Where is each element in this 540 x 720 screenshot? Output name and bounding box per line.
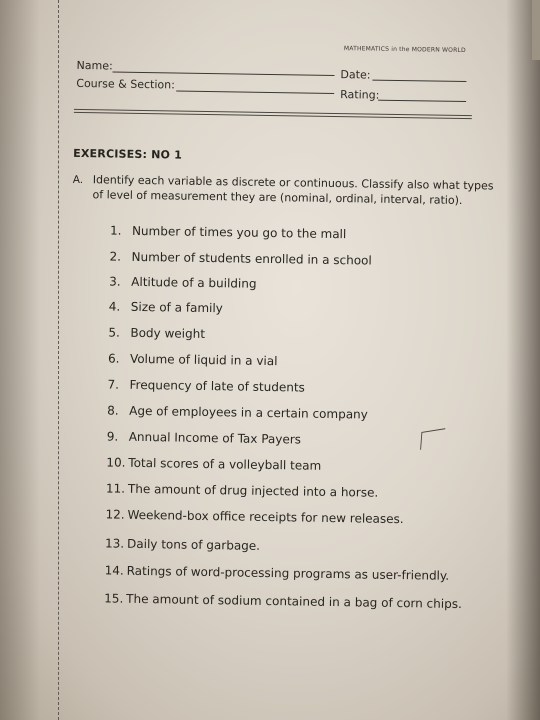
instruction-text — [92, 172, 493, 208]
item-number: 1. — [109, 223, 122, 238]
list-item — [109, 274, 257, 290]
item-number: 6. — [107, 351, 120, 366]
item-text: Altitude of a building — [131, 274, 257, 291]
item-text: Body weight — [130, 325, 206, 341]
item-text: Number of students enrolled in a school — [131, 249, 372, 268]
item-text: Annual Income of Tax Payers — [128, 429, 302, 447]
list-item — [105, 507, 403, 526]
list-item — [107, 377, 304, 394]
item-number: 9. — [106, 429, 119, 444]
list-item — [107, 429, 301, 446]
item-text: Number of times you go to the mall — [131, 223, 347, 242]
course-title: MATHEMATICS in the MODERN WORLD — [343, 45, 466, 55]
date-label: Date: — [340, 68, 371, 82]
item-text: Size of a family — [130, 299, 223, 316]
list-item — [110, 223, 346, 241]
exercise-title: EXERCISES: NO 1 — [73, 146, 183, 162]
list-item — [108, 351, 278, 368]
rating-line — [378, 100, 466, 102]
item-text: Total scores of a volleyball team — [128, 455, 322, 473]
list-item — [104, 591, 462, 611]
list-item — [107, 403, 368, 421]
item-text: Frequency of late of students — [129, 377, 305, 395]
item-number: 2. — [109, 249, 122, 264]
name-line — [112, 71, 334, 75]
right-shadow — [506, 0, 540, 720]
item-text: The amount of drug injected into a horse. — [127, 481, 379, 500]
list-item — [108, 325, 205, 341]
item-text: Age of employees in a certain company — [129, 403, 368, 422]
instruction-line-1: Identify each variable as discrete or continuous. Classify also what types — [92, 173, 494, 193]
item-number: 5. — [108, 325, 120, 340]
list-item — [109, 249, 371, 267]
item-number: 8. — [107, 403, 119, 418]
item-text: Weekend-box office receipts for new releases. — [127, 507, 404, 527]
item-number: 11. — [105, 481, 126, 496]
item-number: 7. — [107, 377, 120, 392]
date-line — [372, 80, 466, 82]
item-text: Volume of liquid in a vial — [129, 351, 278, 369]
item-text: Daily tons of garbage. — [126, 536, 261, 553]
list-item — [106, 455, 321, 472]
list-item — [106, 481, 378, 499]
list-item — [105, 563, 450, 582]
item-text: Ratings of word-processing programs as user-friendly. — [126, 563, 450, 583]
instruction-letter: A. — [72, 173, 84, 187]
list-item — [109, 299, 223, 315]
item-text: The amount of sodium contained in a bag of corn chips. — [126, 591, 462, 612]
item-number: 12. — [105, 507, 125, 522]
list-item — [105, 536, 260, 552]
item-number: 15. — [104, 591, 124, 606]
item-number: 14. — [104, 563, 124, 578]
item-number: 10. — [106, 455, 126, 470]
item-number: 3. — [109, 274, 121, 289]
name-label: Name: — [76, 58, 113, 73]
item-number: 13. — [104, 536, 125, 551]
rating-label: Rating: — [340, 88, 380, 102]
pen-mark-icon — [419, 427, 449, 451]
course-section-line — [176, 90, 334, 93]
page-edge — [532, 0, 540, 60]
course-section-label: Course & Section: — [76, 76, 175, 92]
instruction-line-2: of level of measurement they are (nominal, ordinal, interval, ratio). — [92, 188, 463, 208]
item-number: 4. — [108, 299, 121, 314]
